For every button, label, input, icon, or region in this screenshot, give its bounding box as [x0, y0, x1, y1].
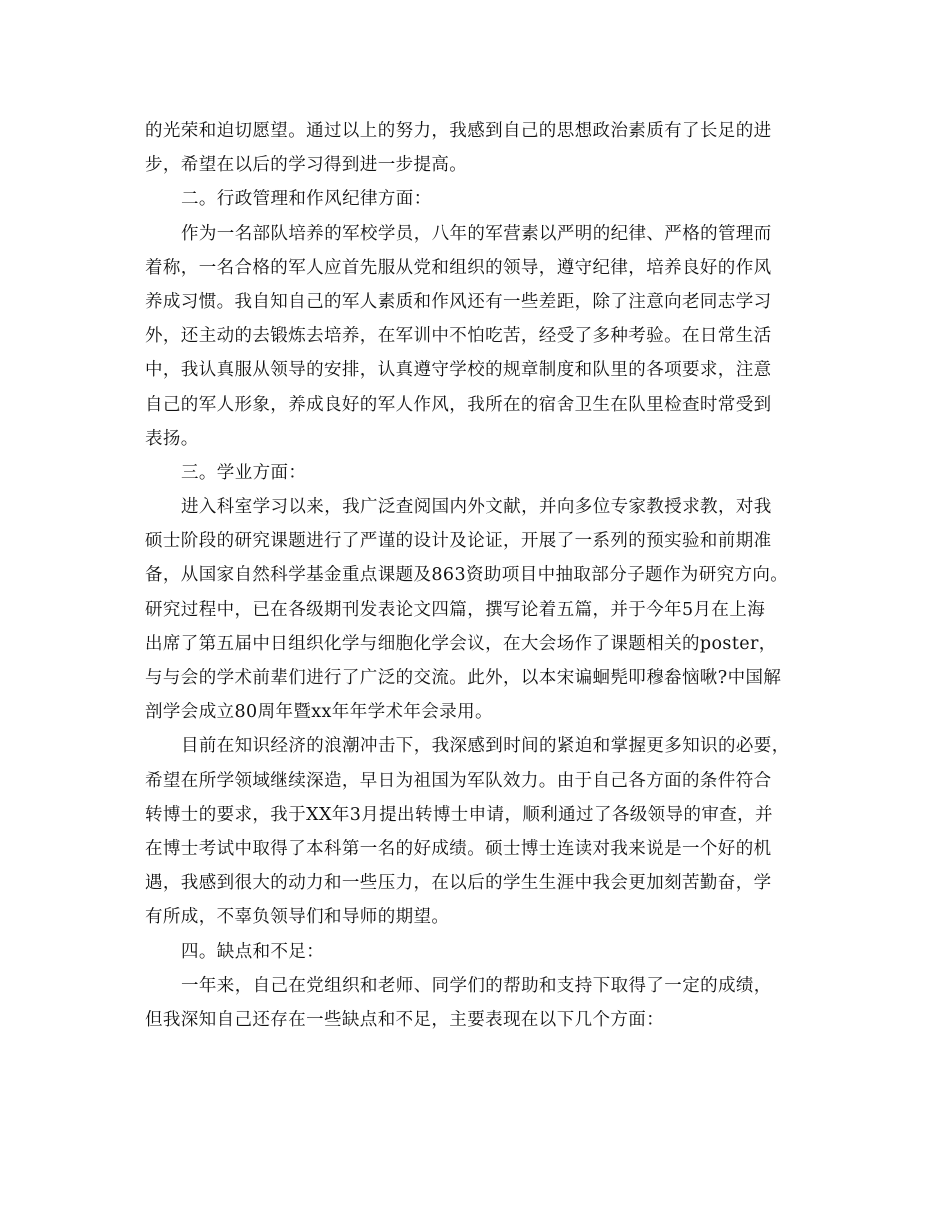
text-line: 外，还主动的去锻炼去培养，在军训中不怕吃苦，经受了多种考验。在日常生活 — [145, 326, 772, 347]
section-heading: 四。缺点和不足： — [181, 941, 325, 962]
text-line: 在博士考试中取得了本科第一名的好成绩。硕士博士连读对我来说是一个好的机 — [145, 838, 772, 859]
text-line: 遇，我感到很大的动力和一些压力，在以后的学生生涯中我会更加刻苦勤奋，学 — [145, 873, 772, 894]
text-line: 硕士阶段的研究课题进行了严谨的设计及论证，开展了一系列的预实验和前期准 — [145, 531, 772, 552]
text-line: 一年来，自己在党组织和老师、同学们的帮助和支持下取得了一定的成绩， — [181, 975, 772, 996]
text-line: 目前在知识经济的浪潮冲击下，我深感到时间的紧迫和掌握更多知识的必要， — [181, 736, 790, 757]
text-line: 表扬。 — [145, 428, 199, 449]
text-line: 出席了第五届中日组织化学与细胞化学会议，在大会场作了课题相关的poster， — [145, 633, 777, 654]
text-line: 剖学会成立80周年暨xx年年学术年会录用。 — [145, 702, 493, 723]
section-heading: 二。行政管理和作风纪律方面： — [181, 189, 432, 210]
text-line: 中，我认真服从领导的安排，认真遵守学校的规章制度和队里的各项要求，注意 — [145, 360, 772, 381]
text-line: 步，希望在以后的学习得到进一步提高。 — [145, 155, 468, 176]
text-line: 备，从国家自然科学基金重点课题及863资助项目中抽取部分子题作为研究方向。 — [145, 565, 789, 586]
text-line: 的光荣和迫切愿望。通过以上的努力，我感到自己的思想政治素质有了长足的进 — [145, 121, 772, 141]
text-line: 研究过程中，已在各级期刊发表论文四篇，撰写论着五篇，并于今年5月在上海 — [145, 599, 766, 620]
text-line: 自己的军人形象，养成良好的军人作风，我所在的宿舍卫生在队里检查时常受到 — [145, 394, 772, 415]
text-line: 有所成，不辜负领导们和导师的期望。 — [145, 907, 450, 928]
text-line: 作为一名部队培养的军校学员，八年的军营素以严明的纪律、严格的管理而 — [181, 223, 772, 244]
text-line: 进入科室学习以来，我广泛查阅国内外文献，并向多位专家教授求教，对我 — [181, 497, 772, 518]
text-line: 转博士的要求，我于XX年3月提出转博士申请，顺利通过了各级领导的审查，并 — [145, 804, 773, 825]
text-line: 与与会的学术前辈们进行了广泛的交流。此外，以本宋谝蛔髡叩穆畚恼啾?中国解 — [145, 668, 782, 688]
text-line: 养成习惯。我自知自己的军人素质和作风还有一些差距，除了注意向老同志学习 — [145, 291, 772, 312]
document-body — [145, 114, 810, 1037]
text-line: 希望在所学领域继续深造，早日为祖国为军队效力。由于自己各方面的条件符合 — [145, 770, 772, 791]
text-line: 但我深知自己还存在一些缺点和不足，主要表现在以下几个方面： — [145, 1009, 665, 1030]
text-line: 着称，一名合格的军人应首先服从党和组织的领导，遵守纪律，培养良好的作风 — [145, 257, 772, 278]
section-heading: 三。学业方面： — [181, 462, 307, 483]
